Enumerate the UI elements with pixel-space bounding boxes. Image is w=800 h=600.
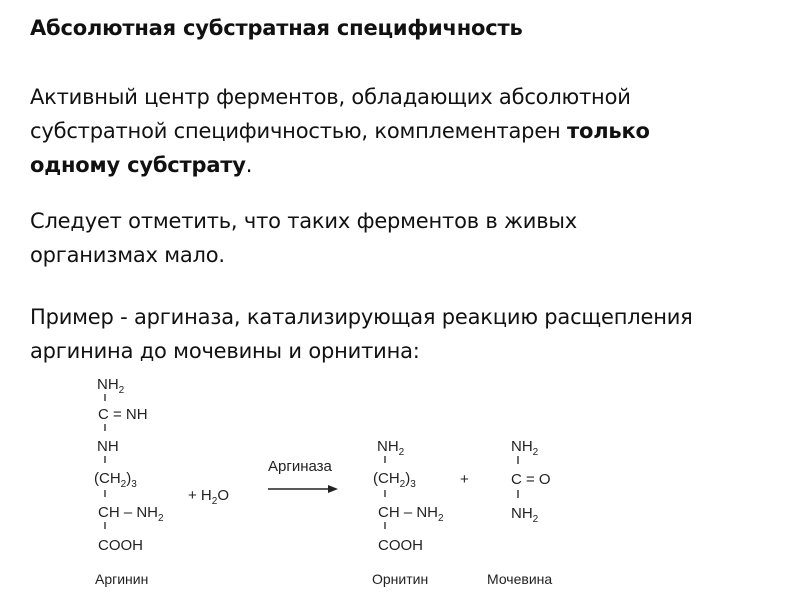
urea-structure (487, 438, 552, 587)
text-fragment: субстратной специфичностью, комплементарен (30, 119, 568, 143)
arginine-nh2: $NH_2$ (97, 376, 125, 396)
paragraph-line: организмах мало. (30, 243, 225, 267)
paragraph-line: Пример - аргиназа, катализирующая реакцию расщепления (30, 305, 693, 329)
bold-fragment: одному субстрату (30, 153, 246, 177)
arginine-cooh: COOH (98, 537, 143, 554)
arginine-ch-nh2: CH – $NH_2$ (98, 504, 164, 524)
paragraph-line (30, 114, 650, 148)
ornithine-ch-nh2: CH – $NH_2$ (378, 504, 444, 524)
arginine-structure (94, 376, 164, 587)
paragraph-line: Следует отметить, что таких ферментов в живых (30, 209, 577, 233)
bold-fragment: только (567, 119, 650, 143)
ornithine-nh2: $NH_2$ (377, 438, 405, 458)
water-term: + $H_2O$ (188, 487, 229, 507)
paragraph-line: Активный центр ферментов, обладающих абсолютной (30, 85, 631, 109)
urea-c-o: C = O (511, 471, 551, 488)
enzyme-label: Аргиназа (268, 458, 332, 475)
arginine-caption: Аргинин (95, 571, 149, 587)
paragraph-line (30, 148, 650, 182)
paragraph-line: аргинина до мочевины и орнитина: (30, 339, 420, 363)
paragraph-example (30, 300, 693, 368)
plus-sign: + (460, 471, 469, 488)
urea-nh2-top: $NH_2$ (511, 438, 539, 458)
reaction-arrow (268, 485, 338, 493)
slide-title: Абсолютная субстратная специфичность (30, 16, 523, 40)
reaction-scheme (0, 368, 800, 600)
ornithine-structure (372, 438, 444, 587)
urea-caption: Мочевина (487, 571, 553, 587)
paragraph-absolute-specificity (30, 80, 650, 182)
arginine-ch2: $(CH_2)_3$ (94, 470, 137, 490)
arginine-nh: NH (97, 438, 119, 455)
ornithine-ch2: $(CH_2)_3$ (373, 470, 416, 490)
text-fragment: . (245, 153, 253, 177)
ornithine-cooh: COOH (378, 537, 423, 554)
urea-nh2-bottom: $NH_2$ (511, 505, 539, 525)
arginine-c-nh: C = NH (98, 406, 148, 423)
paragraph-few-enzymes (30, 204, 577, 272)
ornithine-caption: Орнитин (372, 571, 429, 587)
